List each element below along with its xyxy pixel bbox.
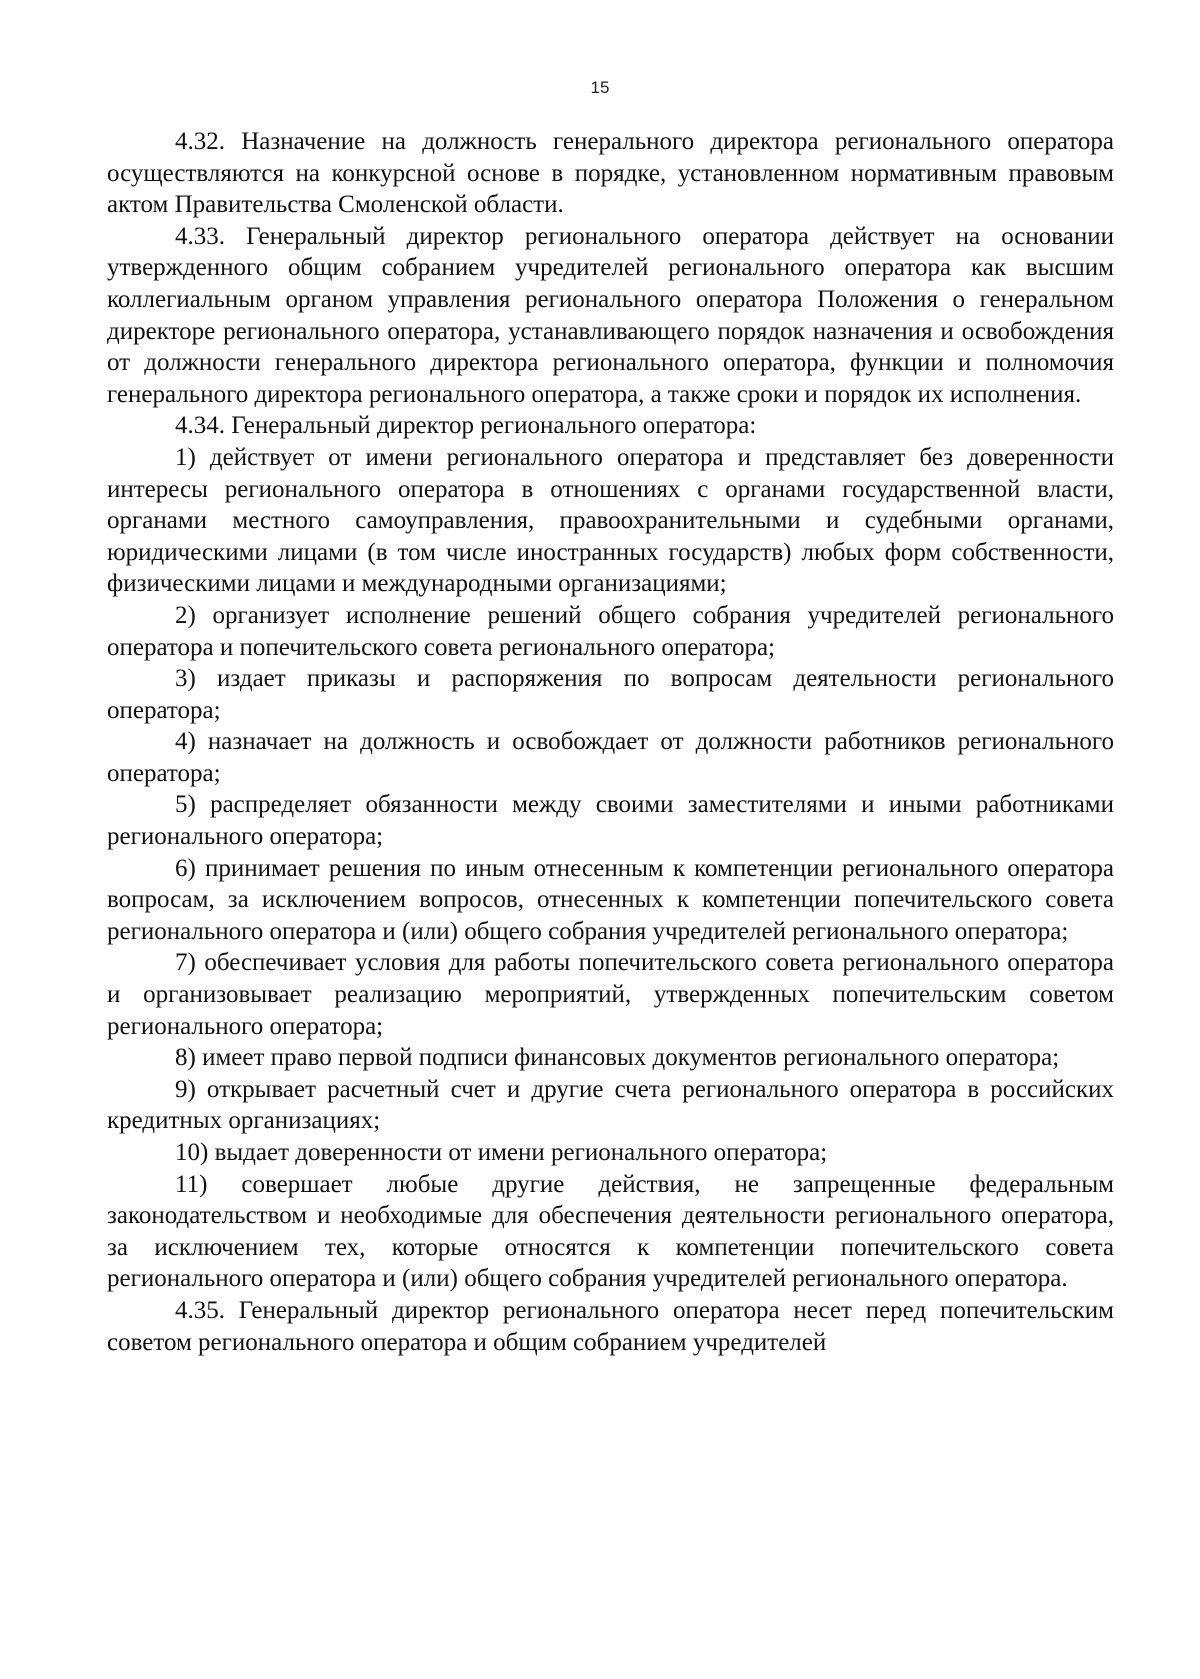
list-item-5: 5) распределяет обязанности между своими заместителями и иными работниками регионального оператора; <box>107 791 1114 851</box>
paragraph-4-32: 4.32. Назначение на должность генерального директора регионального оператора осуществляются на конкурсной основе в порядке, установленном нормативным правовым актом Правительства Смоленской области. <box>107 128 1114 219</box>
list-item-6: 6) принимает решения по иным отнесенным к компетенции регионального оператора вопросам, за исключением вопросов, отнесенных к компетенции попечительского совета регионального оператора и (или) общего собрания учредителей регионального оператора; <box>107 854 1114 945</box>
list-item-11: 11) совершает любые другие действия, не запрещенные федеральным законодательством и необходимые для обеспечения деятельности регионального оператора, за исключением тех, которые относятся к компетенции попечительского совета регионального оператора и (или) общего собрания учредителей регионального оператора. <box>107 1170 1114 1293</box>
page-number: 15 <box>590 78 610 97</box>
list-item-3: 3) издает приказы и распоряжения по вопросам деятельности регионального оператора; <box>107 665 1114 724</box>
list-item-8: 8) имеет право первой подписи финансовых документов регионального оператора; <box>175 1044 1060 1072</box>
list-item-1: 1) действует от имени регионального оператора и представляет без доверенности интересы регионального оператора в отношениях с органами государственной власти, органами местного самоуправления, правоохранительными и судебными органами, юридическими лицами (в том числе иностранных государств) любых форм собственности, физическими лицами и международными организациями; <box>107 443 1114 598</box>
list-item-4: 4) назначает на должность и освобождает от должности работников регионального оператора; <box>107 728 1114 787</box>
list-item-7: 7) обеспечивает условия для работы попечительского совета регионального оператора и организовывает реализацию мероприятий, утвержденных попечительским советом регионального оператора; <box>107 949 1114 1040</box>
list-item-10: 10) выдает доверенности от имени регионального оператора; <box>175 1139 828 1166</box>
document-body <box>107 126 1114 1358</box>
paragraph-4-34: 4.34. Генеральный директор регионального оператора: <box>175 412 757 440</box>
list-item-2: 2) организует исполнение решений общего собрания учредителей регионального оператора и попечительского совета регионального оператора; <box>107 601 1114 661</box>
paragraph-4-33: 4.33. Генеральный директор регионального оператора действует на основании утвержденного общим собранием учредителей регионального оператора как высшим коллегиальным органом управления регионального оператора Положения о генеральном директоре регионального оператора, устанавливающего порядок назначения и освобождения от должности генерального директора регионального оператора, функции и полномочия генерального директора регионального оператора, а также сроки и порядок их исполнения. <box>107 222 1114 408</box>
paragraph-4-35: 4.35. Генеральный директор регионального оператора несет перед попечительским советом регионального оператора и общим собранием учредителей <box>107 1296 1114 1356</box>
list-item-9: 9) открывает расчетный счет и другие счета регионального оператора в российских кредитных организациях; <box>107 1075 1114 1135</box>
